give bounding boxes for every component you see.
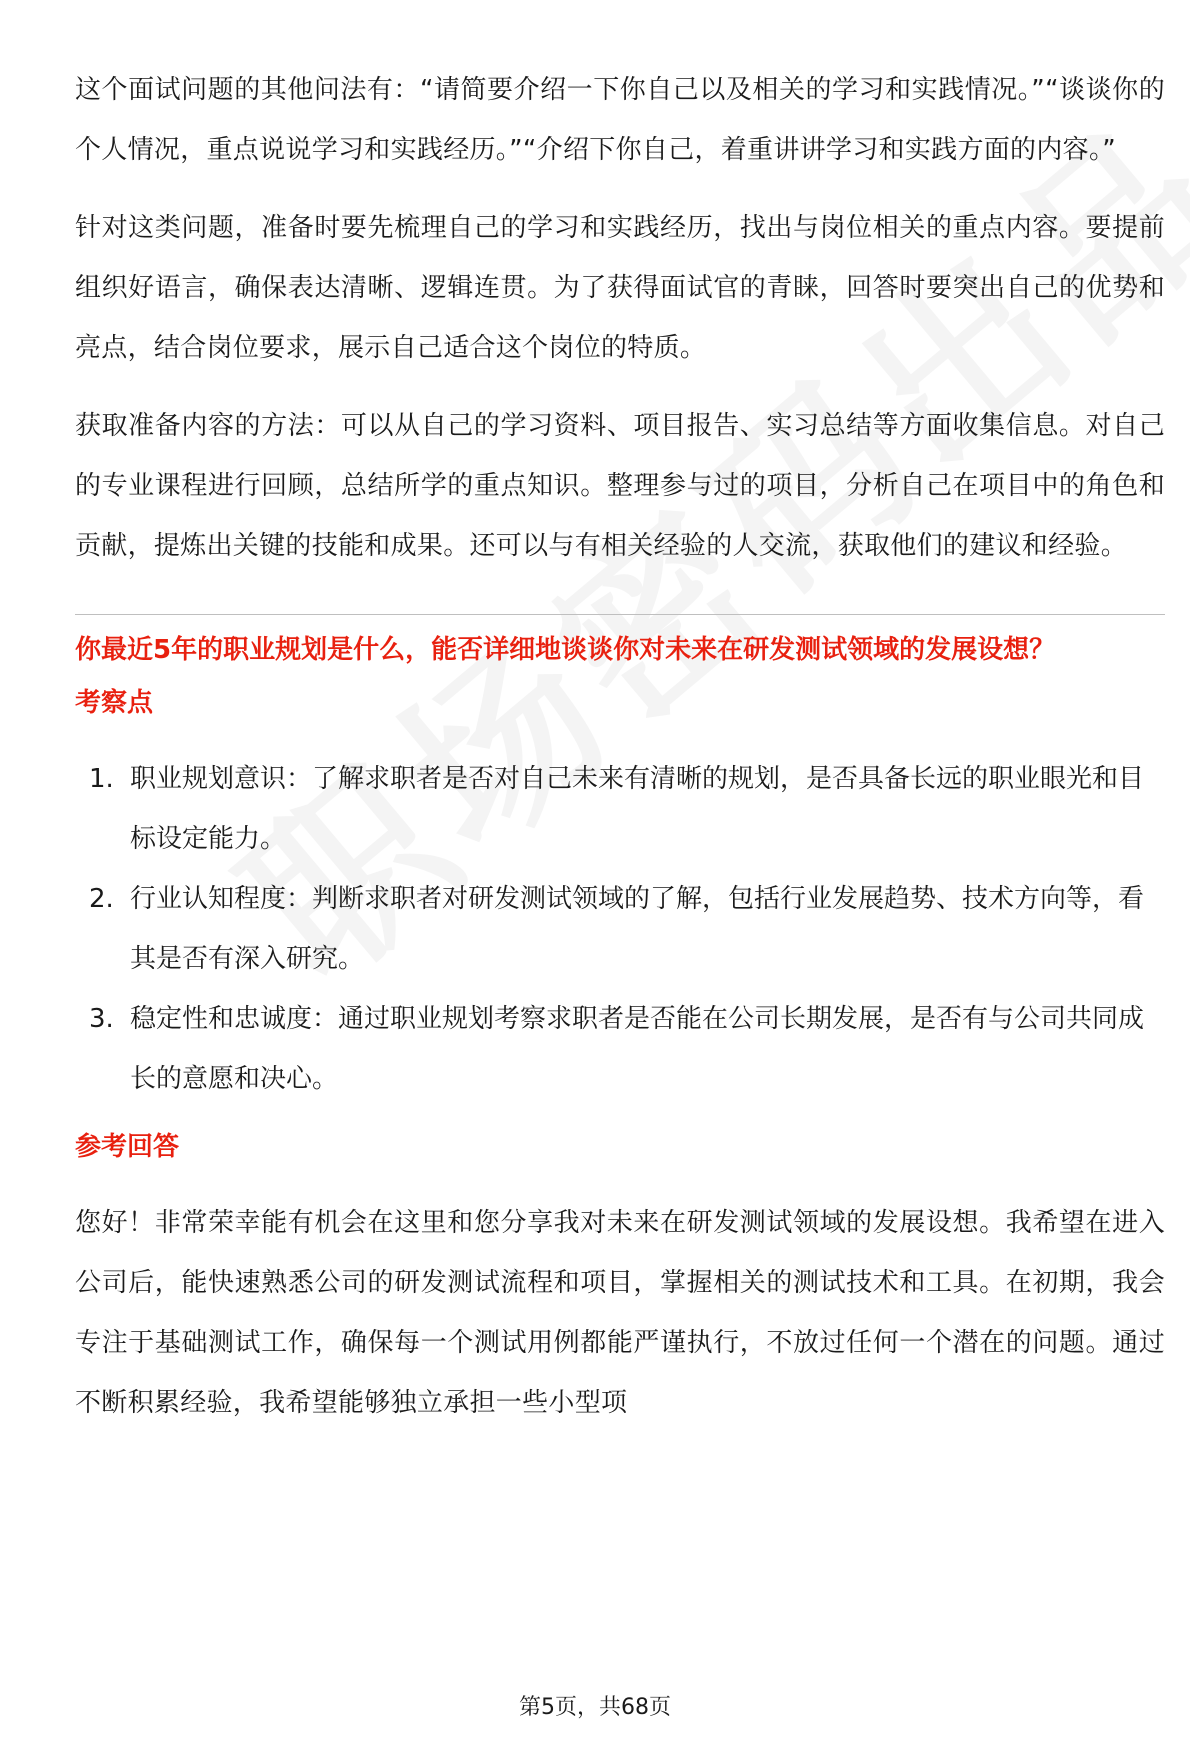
section-title-points: 考察点 bbox=[75, 688, 154, 718]
interview-question: 你最近5年的职业规划是什么，能否详细地谈谈你对未来在研发测试领域的发展设想？ bbox=[75, 635, 1056, 665]
paragraph-answer: 您好！非常荣幸能有机会在这里和您分享我对未来在研发测试领域的发展设想。我希望在进入公司后，能快速熟悉公司的研发测试流程和项目，掌握相关的测试技术和工具。在初期，我会专注于基础测试工作，确保每一个测试用例都能严谨执行，不放过任何一个潜在的问题。通过不断积累经验，我希望能够独立承担一些小型项 bbox=[75, 1208, 1165, 1418]
section-divider bbox=[75, 614, 1165, 615]
list-item-number: 1. bbox=[89, 764, 114, 794]
list-item-text: 稳定性和忠诚度：通过职业规划考察求职者是否能在公司长期发展，是否有与公司共同成长的意愿和决心。 bbox=[130, 1004, 1145, 1094]
section-title-answer: 参考回答 bbox=[75, 1132, 180, 1162]
list-item-number: 2. bbox=[89, 884, 114, 914]
list-item bbox=[75, 989, 1165, 1109]
document-page bbox=[75, 60, 1165, 1451]
list-item-text: 职业规划意识：了解求职者是否对自己未来有清晰的规划，是否具备长远的职业眼光和目标设定能力。 bbox=[130, 764, 1145, 854]
paragraph-alt-questions: 这个面试问题的其他问法有：“请简要介绍一下你自己以及相关的学习和实践情况。”“谈谈你的个人情况，重点说说学习和实践经历。”“介绍下你自己，着重讲讲学习和实践方面的内容。” bbox=[75, 75, 1165, 165]
points-list bbox=[75, 749, 1165, 1109]
list-item-number: 3. bbox=[89, 1004, 114, 1034]
paragraph-preparation: 针对这类问题，准备时要先梳理自己的学习和实践经历，找出与岗位相关的重点内容。要提前组织好语言，确保表达清晰、逻辑连贯。为了获得面试官的青睐，回答时要突出自己的优势和亮点，结合岗位要求，展示自己适合这个岗位的特质。 bbox=[75, 213, 1165, 363]
paragraph-methods: 获取准备内容的方法：可以从自己的学习资料、项目报告、实习总结等方面收集信息。对自己的专业课程进行回顾，总结所学的重点知识。整理参与过的项目，分析自己在项目中的角色和贡献，提炼出关键的技能和成果。还可以与有相关经验的人交流，获取他们的建议和经验。 bbox=[75, 411, 1165, 561]
page-footer: 第5页，共68页 bbox=[519, 1695, 671, 1720]
list-item bbox=[75, 869, 1165, 989]
list-item bbox=[75, 749, 1165, 869]
list-item-text: 行业认知程度：判断求职者对研发测试领域的了解，包括行业发展趋势、技术方向等，看其是否有深入研究。 bbox=[130, 884, 1145, 974]
